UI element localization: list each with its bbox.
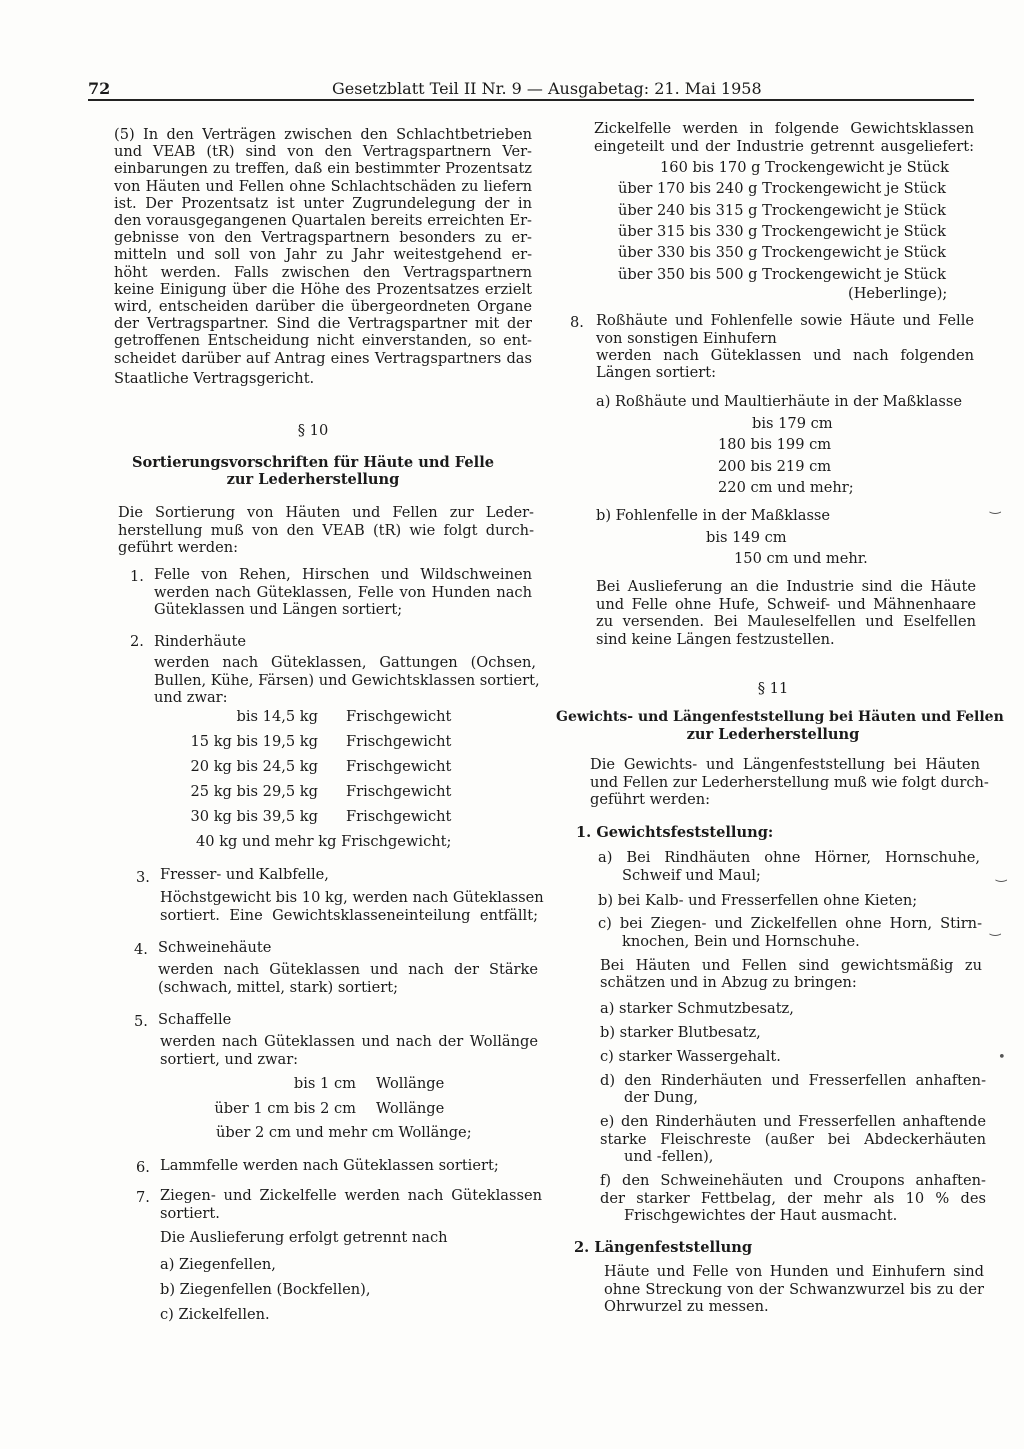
text-line: (5) In den Verträgen zwischen den Schlachtbetrieben bbox=[114, 126, 532, 143]
text-line: geführt werden: bbox=[590, 791, 711, 808]
range-cell: 30 kg bis 39,5 kg bbox=[190, 808, 318, 825]
text-line: (schwach, mittel, stark) sortiert; bbox=[158, 979, 398, 996]
deduction-a: a) starker Schmutzbesatz, bbox=[600, 1000, 794, 1017]
item-7-b: b) Ziegenfellen (Bockfellen), bbox=[160, 1281, 371, 1298]
text-line: gebnisse von den Vertragspartnern besonders zu er- bbox=[114, 229, 532, 247]
text-line: 160 bis 170 g Trockengewicht je Stück bbox=[660, 159, 949, 176]
text-line: Felle von Rehen, Hirschen und Wildschweinen bbox=[154, 566, 532, 583]
section-10-heading: § 10 bbox=[297, 422, 329, 439]
item-2-heading: Rinderhäute bbox=[154, 633, 247, 650]
text-line: Die Sortierung von Häuten und Fellen zur Leder- bbox=[118, 504, 534, 521]
range-cell: bis 1 cm bbox=[293, 1075, 356, 1092]
text-line: und zwar: bbox=[154, 689, 228, 706]
text-line: herstellung muß von den VEAB (tR) wie folgt durch- bbox=[118, 521, 534, 539]
text-line: über 330 bis 350 g Trockengewicht je Stück bbox=[618, 244, 946, 262]
item-5-heading: Schaffelle bbox=[158, 1011, 232, 1028]
text-line: Häute und Felle von Hunden und Einhufern sind bbox=[604, 1263, 984, 1280]
text-line: sind keine Längen festzustellen. bbox=[596, 631, 835, 648]
item-7-delivery: Die Auslieferung erfolgt getrennt nach bbox=[160, 1229, 448, 1246]
unit-cell: Frischgewicht bbox=[346, 733, 452, 750]
text-line: Höchstgewicht bis 10 kg, werden nach Güteklassen bbox=[160, 889, 544, 906]
item-8a: a) Roßhäute und Maultierhäute in der Maßklasse bbox=[596, 393, 962, 410]
weight-determination-heading: 1. Gewichtsfeststellung: bbox=[576, 824, 774, 841]
section-11-heading: § 11 bbox=[757, 680, 789, 697]
unit-cell: Frischgewicht bbox=[346, 783, 452, 800]
section-10-subtitle: zur Lederherstellung bbox=[226, 471, 400, 488]
text-line: f) den Schweinehäuten und Croupons anhaften- bbox=[600, 1172, 986, 1189]
heberlinge-note: (Heberlinge); bbox=[848, 285, 948, 302]
text-line: werden nach Güteklassen und nach folgenden bbox=[596, 347, 974, 364]
text-line: Ziegen- und Zickelfelle werden nach Güteklassen bbox=[160, 1187, 542, 1204]
range-cell: 25 kg bis 29,5 kg bbox=[190, 783, 318, 800]
weight-class-last: 40 kg und mehr kg Frischgewicht; bbox=[196, 833, 452, 850]
item-8-line2: von sonstigen Einhufern bbox=[596, 330, 777, 347]
length-determination-heading: 2. Längenfeststellung bbox=[574, 1239, 753, 1256]
deduction-c: c) starker Wassergehalt. bbox=[600, 1048, 781, 1065]
item-4-heading: Schweinehäute bbox=[158, 939, 272, 956]
unit-cell: Frischgewicht bbox=[346, 708, 452, 725]
text-line: sortiert, und zwar: bbox=[160, 1051, 299, 1068]
text-line: starke Fleischreste (außer bei Abdeckerhäuten bbox=[600, 1130, 986, 1148]
range-cell: 20 kg bis 24,5 kg bbox=[190, 758, 318, 775]
range-cell: bis 14,5 kg bbox=[236, 708, 318, 725]
item-3-heading: Fresser- und Kalbfelle, bbox=[160, 866, 329, 883]
text-line: über 315 bis 330 g Trockengewicht je Stück bbox=[618, 222, 946, 240]
page-header-title: Gesetzblatt Teil II Nr. 9 — Ausgabetag: 21. Mai 1958 bbox=[332, 79, 762, 98]
text-line: höht werden. Falls zwischen den Vertragspartnern bbox=[114, 263, 532, 281]
text-line: werden nach Güteklassen, Gattungen (Ochsen, bbox=[154, 654, 536, 671]
text-line: sortiert. Eine Gewichtsklasseneinteilung entfällt; bbox=[160, 906, 538, 924]
item-number: 5. bbox=[134, 1013, 148, 1030]
text-line: Bei Häuten und Fellen sind gewichtsmäßig zu bbox=[600, 957, 982, 974]
text-line: ist. Der Prozentsatz ist unter Zugrundelegung der in bbox=[114, 194, 532, 212]
text-line: werden nach Güteklassen und nach der Wollänge bbox=[160, 1033, 538, 1050]
range-cell: 15 kg bis 19,5 kg bbox=[190, 733, 318, 750]
deduction-f-last: Frischgewichtes der Haut ausmacht. bbox=[624, 1207, 898, 1224]
text-line: c) bei Ziegen- und Zickelfellen ohne Horn, Stirn- bbox=[598, 915, 982, 932]
text-line: Staatliche Vertragsgericht. bbox=[114, 370, 315, 387]
weight-item-a-last: Schweif und Maul; bbox=[622, 867, 761, 884]
text-line: Güteklassen und Längen sortiert; bbox=[154, 601, 403, 618]
text-line: werden nach Güteklassen, Felle von Hunden nach bbox=[154, 583, 532, 601]
text-line: a) Bei Rindhäuten ohne Hörner, Hornschuhe, bbox=[598, 849, 980, 866]
deduction-e-last: und -fellen), bbox=[624, 1148, 714, 1165]
text-line: von Häuten und Fellen ohne Schlachtschäden zu liefern bbox=[114, 177, 532, 195]
margin-mark: ‿ bbox=[990, 922, 1001, 937]
text-line: Bullen, Kühe, Färsen) und Gewichtsklassen sortiert, bbox=[154, 671, 540, 689]
item-8b: b) Fohlenfelle in der Maßklasse bbox=[596, 507, 831, 524]
item-number: 8. bbox=[570, 314, 584, 331]
unit-cell: Frischgewicht bbox=[346, 808, 452, 825]
length-class: bis 149 cm bbox=[706, 529, 787, 546]
item-6: Lammfelle werden nach Güteklassen sortiert; bbox=[160, 1157, 499, 1174]
text-line: der Vertragspartner. Sind die Vertragspartner mit der bbox=[114, 315, 532, 333]
margin-mark: • bbox=[998, 1050, 1006, 1065]
item-number: 1. bbox=[130, 568, 144, 585]
unit-cell: Wollänge bbox=[376, 1075, 445, 1092]
text-line: d) den Rinderhäuten und Fresserfellen anhaften- bbox=[600, 1072, 986, 1089]
text-line: und Fellen zur Lederherstellung muß wie folgt durch- bbox=[590, 773, 989, 791]
length-class: 200 bis 219 cm bbox=[718, 457, 832, 475]
item-7-c: c) Zickelfellen. bbox=[160, 1306, 270, 1323]
text-line: wird, entscheiden darüber die übergeordneten Organe bbox=[114, 298, 532, 315]
margin-mark: ‿ bbox=[996, 868, 1007, 883]
item-number: 2. bbox=[130, 633, 144, 650]
wool-length-last: über 2 cm und mehr cm Wollänge; bbox=[216, 1124, 472, 1141]
deduction-b: b) starker Blutbesatz, bbox=[600, 1024, 761, 1041]
text-line: ohne Streckung von der Schwanzwurzel bis zu der bbox=[604, 1280, 984, 1298]
item-number: 7. bbox=[136, 1189, 150, 1206]
text-line: und VEAB (tR) sind von den Vertragspartnern Ver- bbox=[114, 143, 532, 161]
text-line: Die Gewichts- und Längenfeststellung bei Häuten bbox=[590, 756, 980, 773]
header-rule bbox=[88, 99, 974, 101]
weight-item-c-last: knochen, Bein und Hornschuhe. bbox=[622, 933, 860, 950]
margin-mark: ‿ bbox=[990, 500, 1001, 515]
text-line: über 170 bis 240 g Trockengewicht je Stück bbox=[618, 180, 946, 198]
item-number: 4. bbox=[134, 941, 148, 958]
item-number: 3. bbox=[136, 869, 150, 886]
text-line: einbarungen zu treffen, daß ein bestimmter Prozentsatz bbox=[114, 160, 532, 178]
section-10-title: Sortierungsvorschriften für Häute und Felle bbox=[131, 454, 495, 471]
text-line: über 350 bis 500 g Trockengewicht je Stück bbox=[618, 265, 946, 283]
item-7-a: a) Ziegenfellen, bbox=[160, 1256, 276, 1273]
item-8-line4: Längen sortiert: bbox=[596, 364, 716, 381]
length-determination-last: Ohrwurzel zu messen. bbox=[604, 1298, 769, 1315]
text-line: sortiert. bbox=[160, 1205, 220, 1222]
unit-cell: Wollänge bbox=[376, 1100, 445, 1117]
deduction-intro-last: schätzen und in Abzug zu bringen: bbox=[600, 974, 857, 991]
text-line: Zickelfelle werden in folgende Gewichtsklassen bbox=[594, 120, 974, 137]
page-number: 72 bbox=[88, 79, 111, 98]
text-line: zu versenden. Bei Mauleselfellen und Eselfellen bbox=[596, 613, 976, 630]
length-class: bis 179 cm bbox=[752, 415, 833, 432]
weight-item-b: b) bei Kalb- und Fresserfellen ohne Kieten; bbox=[598, 892, 918, 909]
section-11-subtitle: zur Lederherstellung bbox=[686, 726, 860, 743]
text-line: getroffenen Entscheidung nicht einverstanden, so ent- bbox=[114, 332, 532, 350]
unit-cell: Frischgewicht bbox=[346, 758, 452, 775]
length-class: 180 bis 199 cm bbox=[718, 436, 832, 454]
text-line: eingeteilt und der Industrie getrennt ausgeliefert: bbox=[594, 137, 974, 155]
text-line: der starker Fettbelag, der mehr als 10 % des bbox=[600, 1189, 986, 1207]
item-number: 6. bbox=[136, 1159, 150, 1176]
section-11-title: Gewichts- und Längenfeststellung bei Häuten und Fellen bbox=[556, 709, 1004, 725]
range-cell: über 1 cm bis 2 cm bbox=[214, 1100, 356, 1117]
text-line: und Felle ohne Hufe, Schweif- und Mähnenhaare bbox=[596, 595, 976, 613]
text-line: geführt werden: bbox=[118, 539, 239, 556]
text-line: werden nach Güteklassen und nach der Stärke bbox=[158, 961, 538, 978]
text-line: Roßhäute und Fohlenfelle sowie Häute und Felle bbox=[596, 312, 974, 329]
text-line: über 240 bis 315 g Trockengewicht je Stück bbox=[618, 201, 946, 219]
length-class: 220 cm und mehr; bbox=[718, 478, 854, 496]
text-line: scheidet darüber auf Antrag eines Vertragspartners das bbox=[114, 349, 532, 367]
length-class: 150 cm und mehr. bbox=[734, 550, 868, 567]
text-line: keine Einigung über die Höhe des Prozentsatzes erzielt bbox=[114, 280, 532, 298]
deduction-d-last: der Dung, bbox=[624, 1089, 699, 1106]
text-line: mitteln und soll von Jahr zu Jahr weitestgehend er- bbox=[114, 246, 532, 264]
text-line: Bei Auslieferung an die Industrie sind die Häute bbox=[596, 578, 976, 595]
text-line: e) den Rinderhäuten und Fresserfellen anhaftende bbox=[600, 1113, 986, 1130]
text-line: den vorausgegangenen Quartalen bereits erreichten Er- bbox=[114, 212, 532, 229]
